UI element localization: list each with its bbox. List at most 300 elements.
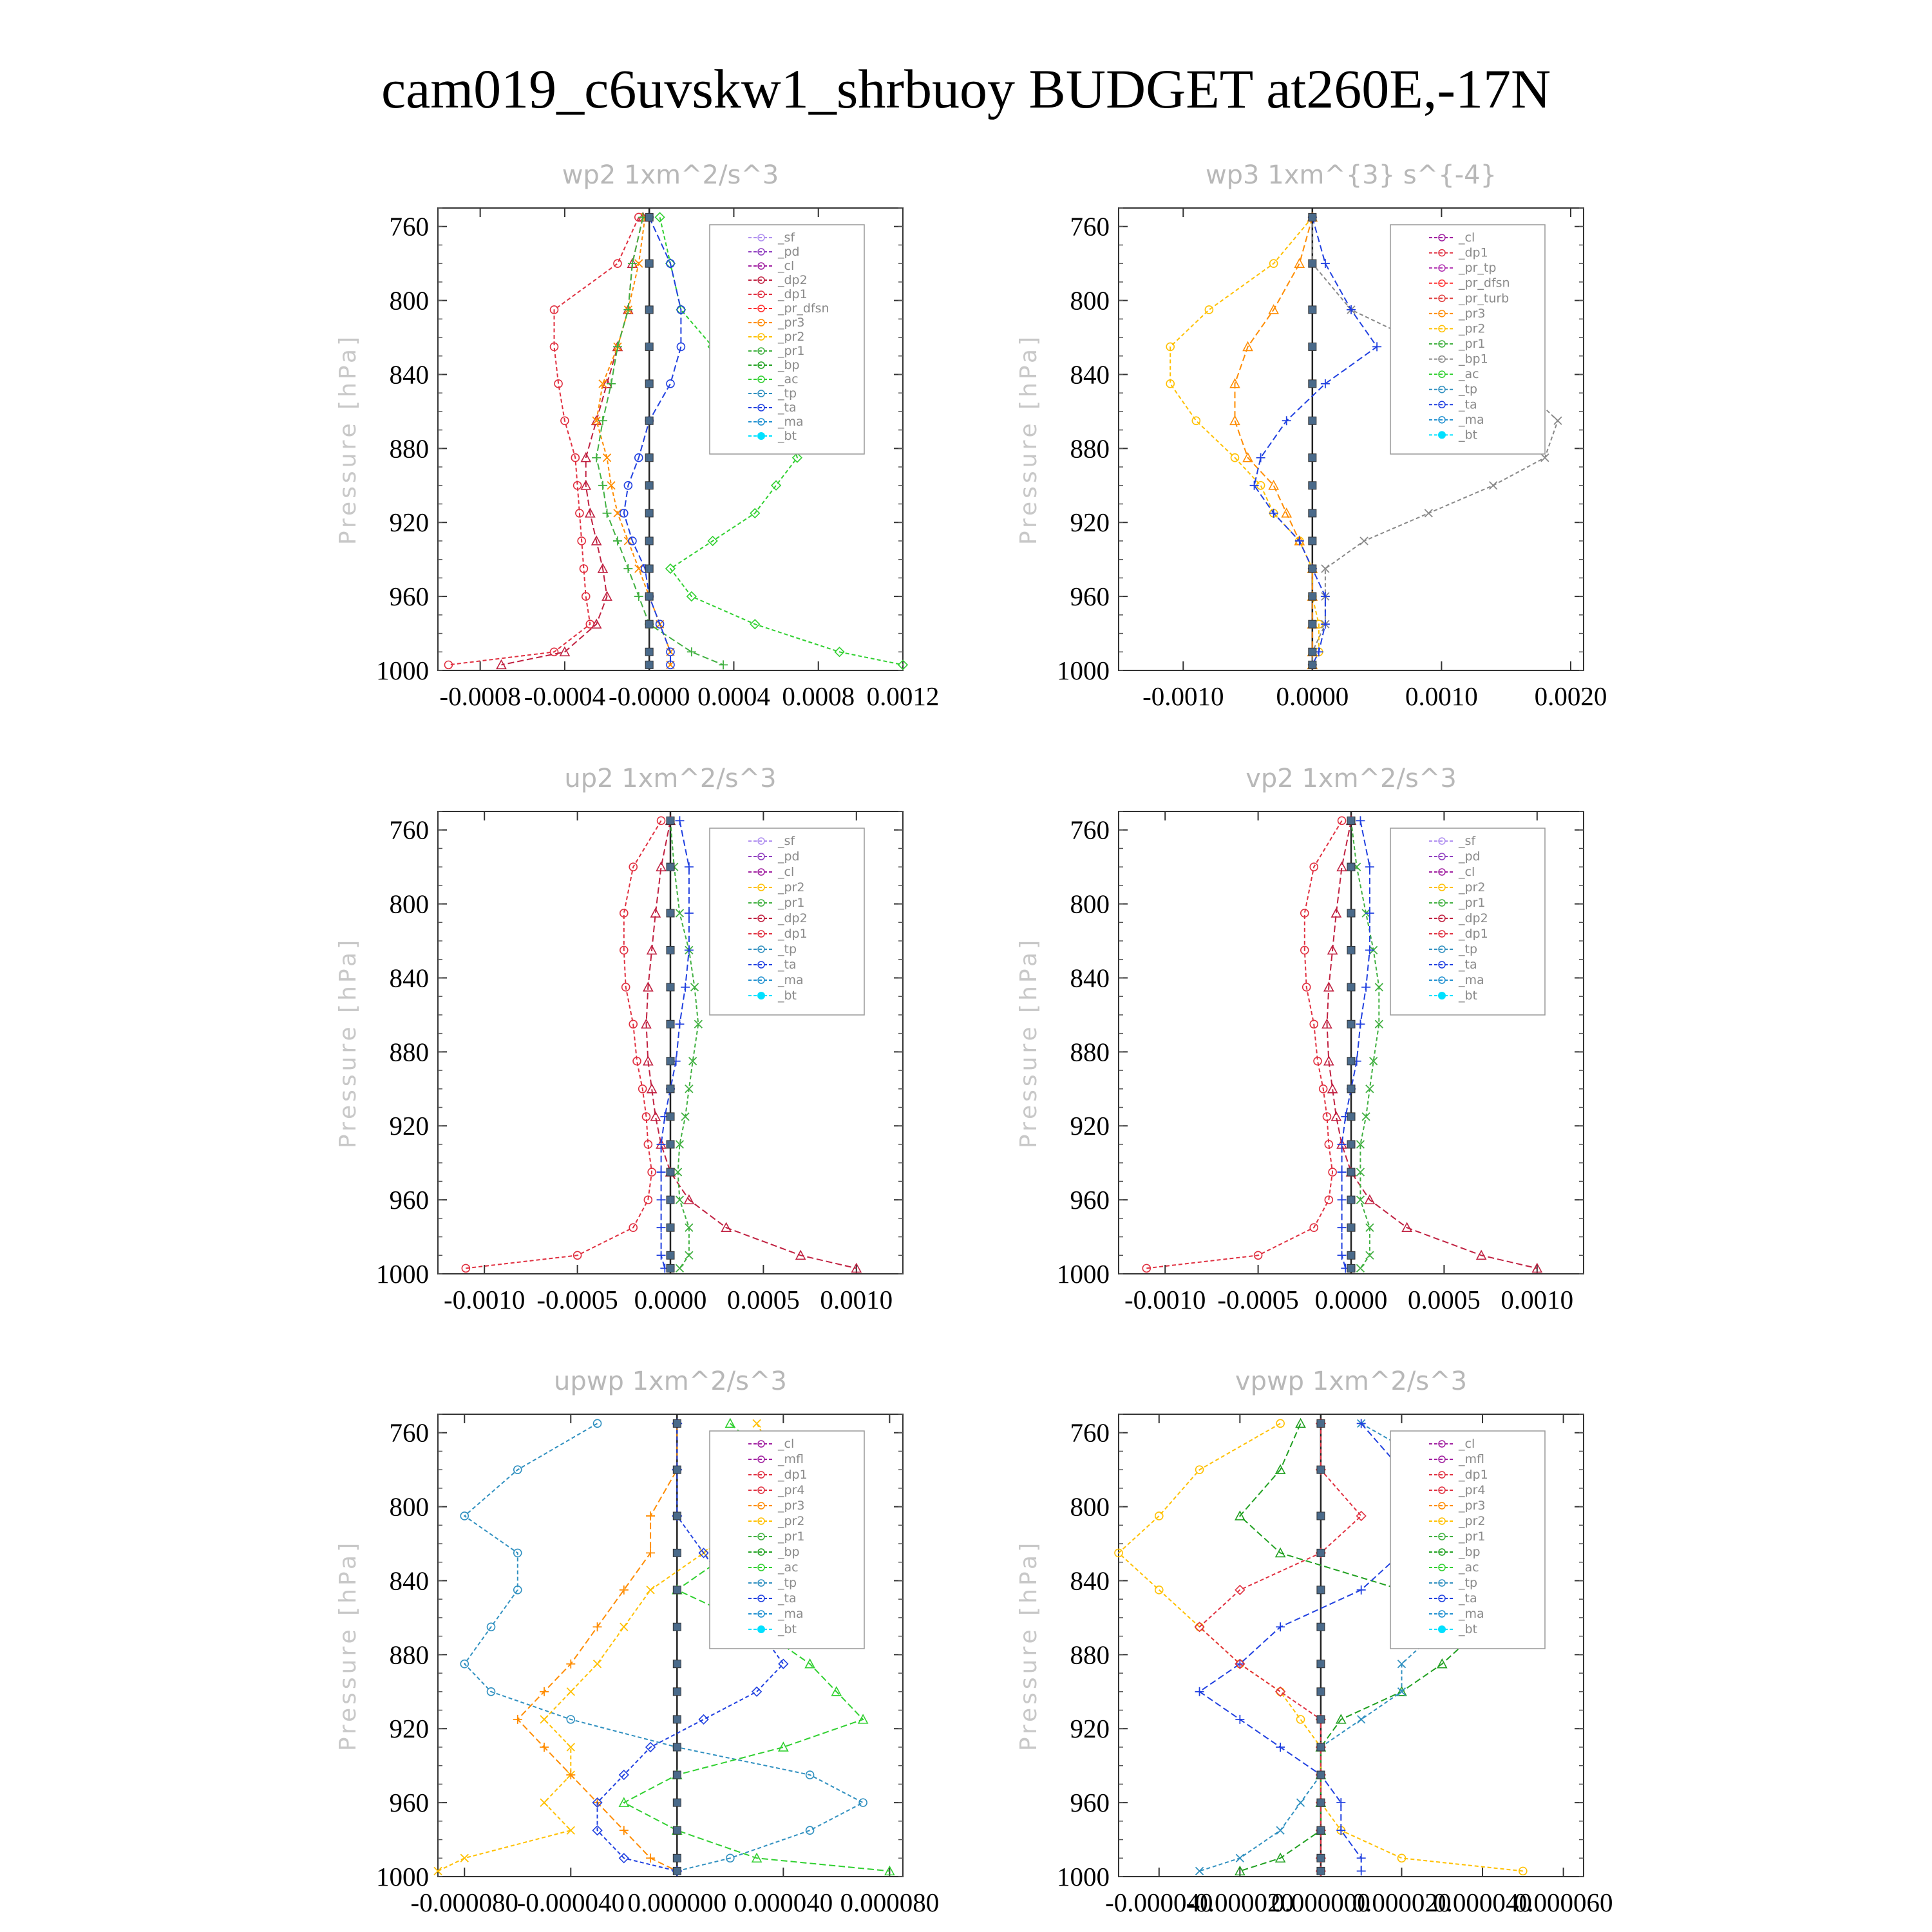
near-zero-marker [1347,1085,1355,1093]
x-tick-label: 0.000020 [1352,1888,1452,1917]
near-zero-marker [673,1466,681,1473]
legend-label: _sf [778,231,795,245]
y-tick-label: 960 [1070,582,1110,612]
series-line-pr3 [1235,217,1312,665]
y-tick-label: 920 [1070,507,1110,538]
data-point [719,660,728,669]
x-tick-label: -0.0010 [443,1285,526,1314]
y-tick-label: 760 [1070,211,1110,242]
x-tick-label: 0.0010 [1501,1285,1574,1314]
data-point [1192,417,1200,424]
data-point [1295,536,1304,545]
near-zero-marker [1309,661,1316,668]
x-tick-label: -0.0008 [439,681,521,711]
data-point [1541,454,1549,462]
y-tick-label: 1000 [1057,656,1110,685]
y-tick-label: 920 [389,507,429,538]
x-tick-label: -0.000080 [410,1888,518,1917]
y-tick-label: 920 [1070,1111,1110,1141]
data-point [1276,1688,1284,1696]
series-line-dp1 [466,820,661,1268]
near-zero-marker [1317,1660,1325,1668]
near-zero-marker [667,909,674,917]
near-zero-marker [1347,983,1355,991]
legend-label: _mfl [778,1452,804,1466]
x-tick-label: 0.000000 [627,1888,727,1917]
data-point [567,1826,574,1834]
y-tick-label: 880 [389,1640,429,1670]
y-tick-label: 760 [1070,815,1110,845]
legend-label: _pd [778,849,800,864]
y-tick-label: 840 [1070,359,1110,390]
near-zero-marker [1317,1549,1325,1557]
series-line-ta [661,820,689,1268]
data-point [657,1251,666,1260]
data-point [667,380,674,388]
x-tick-label: 0.0004 [697,681,770,711]
legend-label: _tp [1459,942,1478,956]
data-point [1338,1140,1347,1149]
legend-label: _dp2 [778,911,808,925]
data-point [1155,1512,1163,1520]
legend-label: _dp2 [1459,911,1488,925]
data-point [1366,1251,1374,1259]
legend-label: _ta [1459,397,1477,412]
y-tick-label: 1000 [376,1259,429,1289]
near-zero-marker [1317,1867,1325,1875]
near-zero-marker [1309,648,1316,656]
near-zero-marker [1317,1716,1325,1723]
near-zero-marker [1317,1743,1325,1751]
legend-label: _pr4 [1459,1483,1486,1497]
near-zero-marker [667,863,674,871]
series-line-dp2 [502,217,643,665]
legend-label: _cl [778,865,795,879]
legend-label: _dp1 [778,927,808,941]
data-point [603,509,612,518]
y-tick-label: 960 [389,1788,429,1818]
series-line-ta [1342,820,1370,1268]
data-point [1276,1622,1285,1631]
legend-label: _ac [778,1560,799,1575]
legend-label: _cl [1459,865,1475,879]
near-zero-marker [667,983,674,991]
data-point [460,1854,468,1862]
y-tick-label: 840 [389,359,429,390]
panel-title: up2 1xm^2/s^3 [564,764,777,793]
legend-label: _pr2 [778,1514,805,1528]
near-zero-marker [645,620,653,628]
y-axis-label: Pressure [hPa] [335,936,361,1149]
chart-panel-1 [335,160,939,711]
chart-panel-5 [335,1367,939,1917]
y-tick-label: 840 [389,1566,429,1596]
near-zero-marker [1317,1623,1325,1631]
near-zero-marker [667,817,674,824]
near-zero-marker [1317,1826,1325,1834]
legend-label: _bp [778,358,800,372]
legend-label: _ma [778,1607,804,1621]
legend-label: _bp [1459,1545,1481,1559]
near-zero-marker [673,1867,681,1875]
data-point [1365,862,1374,871]
legend-marker [757,432,765,440]
legend-label: _cl [778,259,795,273]
data-point [675,1019,684,1028]
near-zero-marker [645,509,653,517]
panel-title: wp2 1xm^2/s^3 [562,160,779,190]
near-zero-marker [645,380,653,388]
data-point [1360,537,1368,545]
legend-label: _pr3 [778,316,805,330]
data-point [620,1623,628,1631]
x-tick-label: 0.0010 [1405,681,1478,711]
legend-label: _cl [1459,1437,1475,1451]
data-point [657,1195,666,1204]
near-zero-marker [1347,1113,1355,1121]
legend-label: _ta [778,958,797,972]
data-point [647,1586,654,1594]
y-axis-label: Pressure [hPa] [335,333,361,545]
data-point [675,816,684,825]
legend-label: _tp [778,942,797,956]
near-zero-marker [1347,909,1355,917]
legend-label: _pr2 [1459,1514,1486,1528]
legend-label: _bp1 [1459,352,1488,366]
near-zero-marker [645,306,653,314]
y-tick-label: 880 [389,1037,429,1067]
data-point [657,1140,666,1149]
legend-label: _tp [778,386,797,401]
legend-label: _bt [778,989,797,1003]
data-point [1276,1687,1285,1696]
near-zero-marker [673,1512,681,1520]
legend-label: _ac [1459,367,1479,382]
x-tick-label: -0.0010 [1142,681,1224,711]
near-zero-marker [645,454,653,462]
data-point [806,1826,814,1834]
legend-label: _ta [1459,1591,1477,1605]
x-tick-label: -0.0000 [608,681,690,711]
near-zero-marker [645,537,653,545]
near-zero-marker [645,343,653,350]
data-point [1276,1419,1284,1427]
near-zero-marker [667,946,674,954]
near-zero-marker [1309,306,1316,314]
y-tick-label: 760 [389,211,429,242]
data-point [1554,417,1562,424]
x-tick-label: 0.0008 [782,681,855,711]
y-tick-label: 1000 [1057,1862,1110,1891]
data-point [1356,1264,1364,1272]
near-zero-marker [1309,592,1316,600]
y-tick-label: 1000 [376,1862,429,1891]
data-point [685,909,694,918]
y-tick-label: 840 [1070,1566,1110,1596]
data-point [646,1548,655,1557]
data-point [753,1419,761,1427]
chart-panel-2 [1016,160,1607,711]
series-line-dp1 [1200,1423,1361,1871]
legend-label: _sf [778,834,795,848]
legend-label: _pr3 [778,1499,805,1513]
legend-label: _cl [778,1437,795,1451]
near-zero-marker [645,213,653,221]
data-point [1338,1223,1347,1232]
legend-label: _ma [1459,973,1484,987]
near-zero-marker [667,1020,674,1028]
legend-label: _pr2 [1459,880,1486,895]
legend-label: _ma [1459,412,1484,427]
near-zero-marker [1317,1512,1325,1520]
data-point [779,1743,788,1751]
data-point [1357,1853,1366,1862]
data-point [593,1622,602,1631]
near-zero-marker [667,1196,674,1204]
data-point [656,213,665,222]
near-zero-marker [1309,213,1316,221]
chart-panel-4 [1016,764,1584,1314]
legend-label: _tp [1459,1576,1478,1590]
near-zero-marker [1309,343,1316,350]
data-point [603,454,611,462]
y-tick-label: 800 [1070,285,1110,316]
data-point [1195,1687,1204,1696]
near-zero-marker [667,1141,674,1148]
x-tick-label: -0.0004 [524,681,606,711]
x-tick-label: 0.0000 [634,1285,707,1314]
legend-marker [757,1625,765,1633]
data-point [623,564,632,573]
data-point [1338,1251,1347,1260]
y-tick-label: 800 [389,889,429,919]
y-tick-label: 800 [1070,1492,1110,1522]
data-point [1297,1799,1305,1806]
data-point [1256,453,1265,462]
x-tick-label: 0.000040 [1433,1888,1532,1917]
legend-label: _bp [778,1545,800,1559]
y-tick-label: 760 [389,815,429,845]
near-zero-marker [667,1113,674,1121]
y-axis-label: Pressure [hPa] [1016,333,1042,545]
y-tick-label: 960 [1070,1788,1110,1818]
near-zero-marker [1309,509,1316,517]
legend-label: _ma [778,415,804,429]
near-zero-marker [1317,1771,1325,1779]
x-tick-label: -0.0005 [536,1285,618,1314]
legend-label: _pr2 [1459,321,1486,336]
near-zero-marker [645,417,653,424]
data-point [1276,1743,1285,1752]
x-tick-label: -0.000020 [1186,1888,1294,1917]
panel-title: upwp 1xm^2/s^3 [554,1367,787,1396]
legend-label: _dp2 [778,273,808,287]
near-zero-marker [645,482,653,489]
legend-marker [1438,992,1446,999]
y-axis-label: Pressure [hPa] [1016,1539,1042,1752]
legend-label: _pr1 [1459,337,1486,351]
data-point [634,592,643,601]
data-point [1205,306,1213,314]
near-zero-marker [1309,565,1316,573]
legend-label: _pr_dfsn [1459,276,1510,290]
near-zero-marker [645,661,653,668]
y-tick-label: 760 [389,1417,429,1448]
data-point [620,1586,629,1595]
panel-title: vp2 1xm^2/s^3 [1245,764,1457,793]
y-axis-label: Pressure [hPa] [335,1539,361,1752]
near-zero-marker [673,1660,681,1668]
legend-label: _pd [778,245,800,259]
legend-label: _bt [1459,989,1478,1003]
y-tick-label: 920 [389,1111,429,1141]
legend-label: _pr1 [778,1530,805,1544]
data-point [1365,945,1374,954]
near-zero-marker [1317,1799,1325,1806]
near-zero-marker [1317,1688,1325,1696]
data-point [1338,1195,1347,1204]
x-tick-label: 0.000040 [734,1888,833,1917]
data-point [685,1251,693,1259]
y-axis-label: Pressure [hPa] [1016,936,1042,1149]
legend-label: _pr2 [778,880,805,895]
near-zero-marker [645,565,653,573]
series-line-pr2 [1170,217,1319,665]
data-point [598,481,607,490]
x-tick-label: -0.000040 [516,1888,625,1917]
near-zero-marker [1347,1224,1355,1231]
near-zero-marker [1347,817,1355,824]
data-point [614,260,621,267]
near-zero-marker [1347,1057,1355,1065]
data-point [594,1660,601,1668]
near-zero-marker [1309,417,1316,424]
near-zero-marker [667,1168,674,1176]
near-zero-marker [1309,380,1316,388]
legend-label: _pr4 [778,1483,805,1497]
data-point [540,1687,549,1696]
panel-title: wp3 1xm^{3} s^{-4} [1205,160,1497,190]
legend-label: _pr_tp [1459,261,1497,276]
near-zero-marker [1317,1854,1325,1862]
data-point [677,343,685,350]
data-point [1297,1716,1305,1723]
x-tick-label: 0.000060 [1513,1888,1613,1917]
y-tick-label: 880 [1070,433,1110,464]
x-tick-label: 0.0000 [1276,681,1349,711]
data-point [1372,342,1381,351]
legend-label: _ta [778,1591,797,1605]
legend-marker [757,992,765,999]
near-zero-marker [645,260,653,267]
legend-label: _tp [1459,382,1478,397]
legend-label: _dp1 [778,287,808,301]
near-zero-marker [1347,863,1355,871]
data-point [685,862,694,871]
legend-label: _cl [1459,231,1475,245]
data-point [657,1223,666,1232]
legend-label: _dp1 [778,1468,808,1482]
legend-label: _mfl [1459,1452,1484,1466]
legend-label: _pr1 [1459,1530,1486,1544]
near-zero-marker [1309,620,1316,628]
legend-label: _dp1 [1459,927,1488,941]
near-zero-marker [1347,1264,1355,1272]
legend-label: _ta [1459,958,1477,972]
x-tick-label: 0.000000 [1271,1888,1370,1917]
x-tick-label: 0.0005 [727,1285,800,1314]
legend-label: _dp1 [1459,245,1488,260]
data-point [752,1687,761,1696]
near-zero-marker [673,1549,681,1557]
data-point [1276,1826,1284,1834]
near-zero-marker [1309,482,1316,489]
legend-marker [1438,431,1446,439]
legend-label: _pr1 [778,344,805,358]
data-point [1375,983,1383,991]
y-tick-label: 840 [389,963,429,993]
near-zero-marker [1347,1168,1355,1176]
data-point [646,1511,655,1520]
near-zero-marker [673,1826,681,1834]
y-tick-label: 960 [389,582,429,612]
y-tick-label: 800 [1070,889,1110,919]
x-tick-label: 0.0010 [820,1285,893,1314]
near-zero-marker [673,1716,681,1723]
y-tick-label: 920 [1070,1714,1110,1744]
data-point [1336,1798,1345,1807]
legend-label: _pr_dfsn [778,301,829,316]
x-tick-label: 0.0012 [866,681,940,711]
y-tick-label: 920 [389,1714,429,1744]
near-zero-marker [645,648,653,656]
legend-label: _sf [1459,834,1476,848]
legend-label: _bt [1459,1622,1478,1636]
near-zero-marker [1309,537,1316,545]
near-zero-marker [673,1688,681,1696]
legend-label: _ac [1459,1560,1479,1575]
series-line-pr3 [596,217,670,665]
near-zero-marker [673,1771,681,1779]
data-point [594,1419,601,1427]
data-point [1196,1867,1204,1875]
data-point [681,983,690,992]
near-zero-marker [673,1419,681,1427]
data-point [1231,416,1240,424]
figure-title: cam019_c6uvskw1_shrbuoy BUDGET at260E,-17N [381,58,1551,120]
y-tick-label: 960 [1070,1185,1110,1215]
near-zero-marker [1317,1586,1325,1594]
near-zero-marker [1309,260,1316,267]
legend-label: _pr1 [1459,896,1486,910]
chart-panel-6 [1016,1367,1613,1917]
near-zero-marker [673,1586,681,1594]
data-point [1356,1019,1365,1028]
data-point [566,1660,575,1669]
data-point [1282,416,1291,425]
data-point [657,1168,666,1177]
legend-label: _pr1 [778,896,805,910]
data-point [1357,1866,1366,1875]
data-point [699,1715,708,1724]
data-point [540,1743,549,1752]
data-point [540,1716,548,1723]
y-tick-label: 840 [1070,963,1110,993]
y-tick-label: 880 [1070,1640,1110,1670]
legend-label: _tp [778,1576,797,1590]
y-tick-label: 880 [389,433,429,464]
y-tick-label: 800 [389,285,429,316]
